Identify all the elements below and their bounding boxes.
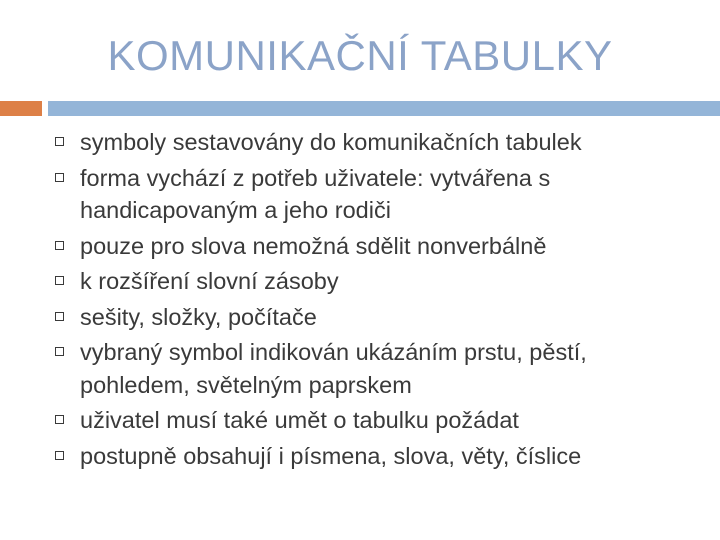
list-item: [52, 126, 692, 159]
square-bullet-icon: [55, 451, 64, 460]
list-item: [52, 440, 692, 473]
square-bullet-icon: [55, 137, 64, 146]
square-bullet-icon: [55, 415, 64, 424]
list-item-text: forma vychází z potřeb uživatele: vytvářena s handicapovaným a jeho rodiči: [80, 164, 551, 223]
accent-bar-blue: [48, 101, 720, 116]
list-item-text: uživatel musí také umět o tabulku požádat: [80, 407, 519, 433]
square-bullet-icon: [55, 241, 64, 250]
bullet-list: [52, 126, 692, 475]
square-bullet-icon: [55, 173, 64, 182]
slide-title: KOMUNIKAČNÍ TABULKY: [107, 32, 613, 79]
list-item: [52, 336, 692, 401]
list-item-text: sešity, složky, počítače: [80, 303, 317, 330]
list-item: [52, 265, 692, 298]
list-item-text: pouze pro slova nemožná sdělit nonverbálně: [80, 232, 547, 259]
square-bullet-icon: [55, 347, 64, 356]
list-item-text: k rozšíření slovní zásoby: [80, 268, 339, 294]
accent-bar-orange: [0, 101, 42, 116]
list-item: [52, 404, 692, 437]
list-item-text: symboly sestavovány do komunikačních tabulek: [80, 129, 582, 155]
list-item: [52, 301, 692, 334]
square-bullet-icon: [55, 312, 64, 321]
list-item-text: vybraný symbol indikován ukázáním prstu, pěstí, pohledem, světelným paprskem: [80, 339, 587, 398]
list-item-text: postupně obsahují i písmena, slova, věty, číslice: [80, 442, 582, 469]
list-item: [52, 230, 692, 263]
square-bullet-icon: [55, 276, 64, 285]
list-item: [52, 162, 692, 227]
